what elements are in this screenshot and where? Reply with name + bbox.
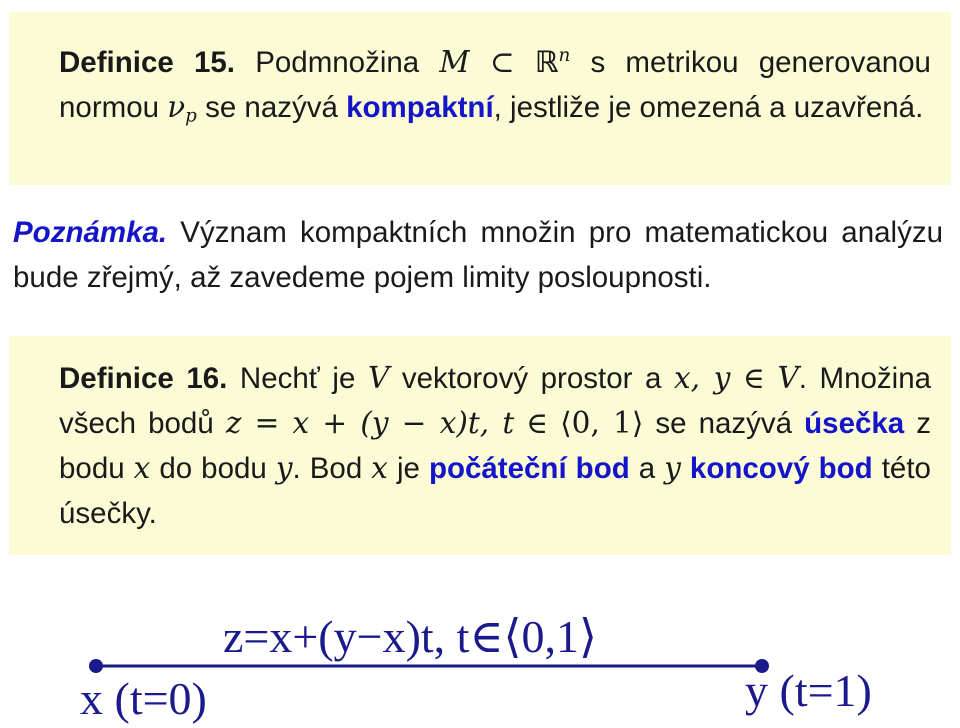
note-paragraph xyxy=(13,210,943,300)
math-V: V xyxy=(777,361,799,395)
math-x: x xyxy=(371,451,388,485)
text-fragment: Nechť je xyxy=(239,362,356,395)
text-fragment: se nazývá xyxy=(655,407,793,440)
math-x-y: x, y xyxy=(674,361,731,395)
definition-15-text xyxy=(59,33,931,139)
text-fragment: z bodu xyxy=(59,407,932,485)
note-text: Význam kompaktních množin pro matematickou analýzu bude zřejmý, až zavedeme pojem limity posloupnosti. xyxy=(13,216,943,294)
text-fragment: do bodu xyxy=(159,452,267,485)
math-y: y xyxy=(275,451,293,485)
math-real-numbers: ℝ xyxy=(534,44,559,79)
math-segment-formula: z = x + (y − x)t, t xyxy=(225,406,515,440)
math-subscript-p: p xyxy=(185,105,197,127)
math-V: V xyxy=(367,361,390,395)
definition-15-box xyxy=(9,12,951,185)
term-koncovy-bod: koncový bod xyxy=(689,452,873,485)
math-element-of: ∈ xyxy=(526,406,549,440)
text-fragment: Množina všech bodů xyxy=(59,362,932,440)
text-fragment: . xyxy=(798,362,807,395)
math-element-of: ∈ xyxy=(743,361,765,395)
text-fragment: vektorový prostor a xyxy=(401,362,662,395)
segment-start-point xyxy=(89,659,103,673)
note-heading: Poznámka. xyxy=(13,216,168,249)
figure-formula: z=x+(y−x)t, t∈⟨0,1⟩ xyxy=(223,611,597,662)
definition-16-text xyxy=(59,356,931,536)
text-fragment: a xyxy=(638,452,656,485)
math-x: x xyxy=(133,451,151,485)
end-point-label: y (t=1) xyxy=(745,665,872,716)
term-usecka: úsečka xyxy=(804,407,905,440)
math-nu-p xyxy=(167,89,197,127)
text-fragment: je xyxy=(396,452,420,485)
definition-16-heading: Definice 16. xyxy=(59,362,228,395)
math-y: y xyxy=(664,451,681,485)
text-fragment: . Bod xyxy=(292,452,363,485)
text-fragment: , jestliže je omezená a uzavřená. xyxy=(493,90,924,124)
segment-figure xyxy=(0,580,960,728)
math-interval: ⟨0, 1⟩ xyxy=(560,406,644,440)
definition-15-heading: Definice 15. xyxy=(59,45,235,79)
term-kompaktni: kompaktní xyxy=(346,90,494,124)
text-fragment: Podmnožina xyxy=(255,45,420,79)
text-fragment: se nazývá xyxy=(205,90,338,124)
math-nu: ν xyxy=(167,89,186,124)
definition-16-box xyxy=(9,336,951,555)
term-pocatecni-bod: počáteční bod xyxy=(428,452,630,485)
text-fragment: s metrikou generovanou normou xyxy=(59,45,931,124)
start-point-label: x (t=0) xyxy=(80,673,207,724)
text-fragment: této úsečky. xyxy=(59,452,931,530)
math-set-M: M xyxy=(439,44,470,79)
math-exponent-n: n xyxy=(558,45,571,66)
math-Rn xyxy=(535,46,570,79)
math-subset-symbol: ⊂ xyxy=(489,44,515,79)
